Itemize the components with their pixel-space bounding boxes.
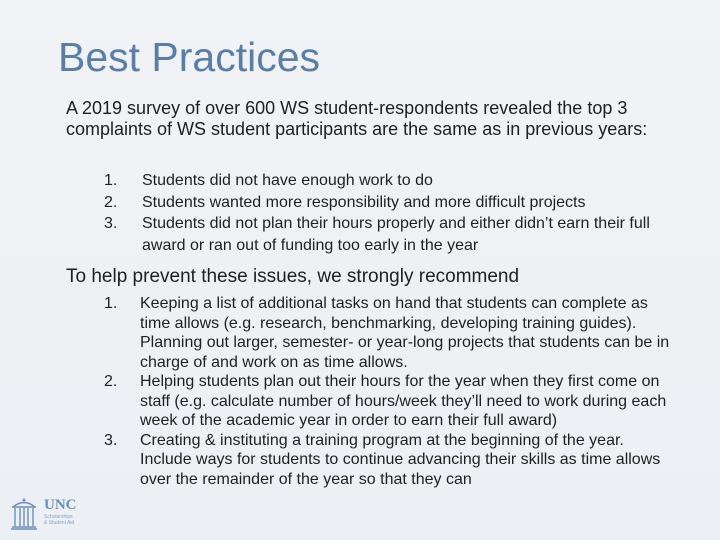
- recommend-heading: To help prevent these issues, we strongly recommend: [66, 266, 520, 287]
- list-item: [100, 431, 670, 490]
- complaints-list: [100, 170, 660, 256]
- logo-subline: & Student Aid: [44, 520, 75, 526]
- list-item: [100, 192, 660, 214]
- list-number: 1.: [104, 295, 118, 312]
- list-number: 1.: [104, 172, 118, 189]
- logo-subline: Scholarships: [44, 514, 73, 520]
- slide-title: Best Practices: [58, 34, 321, 80]
- logo-subtitle: [44, 514, 88, 526]
- list-item-text: Students did not plan their hours properly and either didn’t earn their full award or ran out of funding too early in the year: [142, 215, 650, 254]
- list-item-text: Students wanted more responsibility and more difficult projects: [142, 193, 586, 211]
- list-item-text: Students did not have enough work to do: [142, 172, 433, 189]
- list-number: 3.: [104, 431, 118, 449]
- list-item-text: Helping students plan out their hours for the year when they first come on staff (e.g. calculate number of hours/week they’ll need to work during each week of the academic year in order to earn their full award): [140, 373, 667, 429]
- list-number: 2.: [104, 373, 118, 390]
- list-item-text: Keeping a list of additional tasks on hand that students can complete as time allows (e.g. research, benchmarking, developing training guides). Planning out larger, semester- or year-long projects that students can be in charge of and work on as time allows.: [140, 295, 670, 371]
- logo-wordmark: UNC: [44, 497, 77, 513]
- intro-paragraph: A 2019 survey of over 600 WS student-respondents revealed the top 3 complaints of WS student participants are the same as in previous years:: [66, 98, 648, 139]
- list-item: [100, 213, 660, 256]
- recommendations-list: [100, 294, 670, 489]
- list-item: [100, 294, 670, 372]
- list-item-text: Creating & instituting a training program at the beginning of the year. Include ways for students to continue advancing their skills as time allows over the remainder of the year so that they can: [140, 431, 661, 488]
- unc-logo: [10, 496, 90, 532]
- list-number: 2.: [104, 193, 118, 211]
- list-item: [100, 170, 660, 192]
- old-well-icon: [10, 496, 38, 530]
- list-item: [100, 372, 670, 431]
- list-number: 3.: [104, 215, 118, 232]
